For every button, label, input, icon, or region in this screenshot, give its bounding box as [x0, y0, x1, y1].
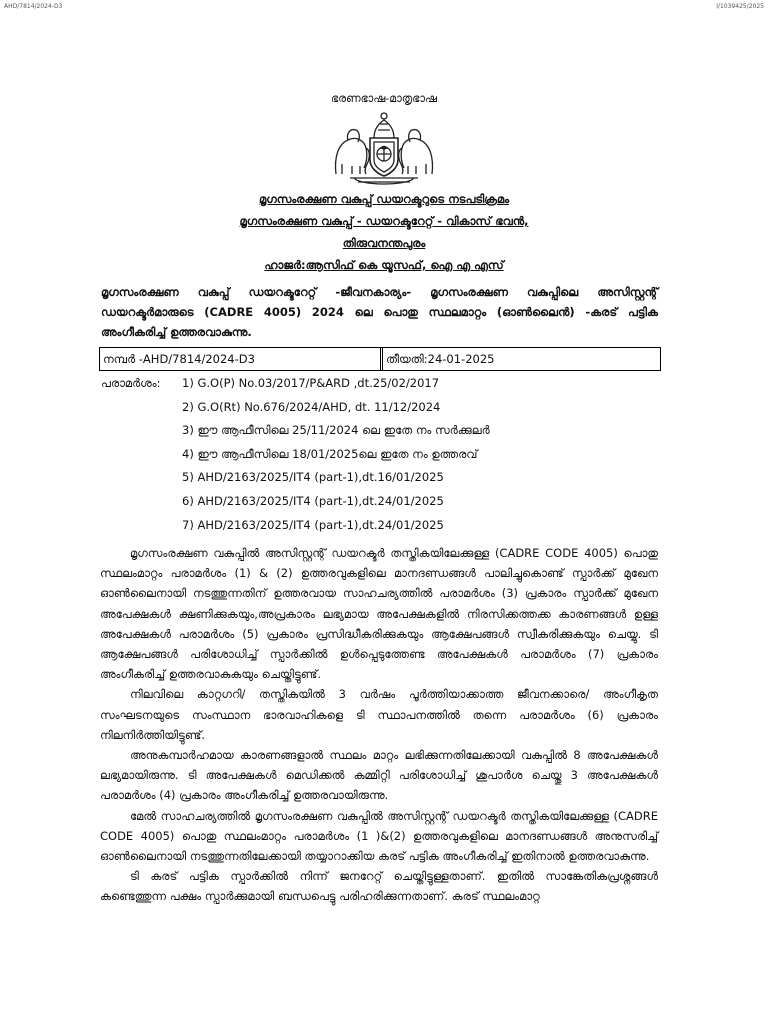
order-body — [100, 543, 658, 907]
paragraph-1: മൃഗസംരക്ഷണ വകുപ്പിൽ അസിസ്റ്റന്റ് ഡയറക്ടർ തസ്തികയിലേക്കുള്ള (CADRE CODE 4005) പൊതു സ്ഥലംമാറ്റം പരാമർശം (1) & (2) ഉത്തരവുകളിലെ മാനദണ്ഡങ്ങൾ പാലിച്ചുകൊണ്ട് സ്പാർക്ക് മുഖേന ഓൺലൈനായി നടത്തുന്നതിന് ഉത്തരവായ സാഹചര്യത്തിൽ പരാമർശം (3) പ്രകാരം സ്പാർക്ക് മുഖേന അപേക്ഷകൾ ക്ഷണിക്കുകയും,അപ്രകാരം ലഭ്യമായ അപേക്ഷകളിൽ നിരസിക്കത്തക്ക കാരണങ്ങൾ ഉള്ള അപേക്ഷകൾ പരാമർശം (5) പ്രകാരം പ്രസിദ്ധീകരിക്കുകയും ആക്ഷേപങ്ങൾ സ്വീകരിക്കുകയും ചെയ്യു. ടി ആക്ഷേപങ്ങൾ പരിശോധിച്ച് സ്പാർക്കിൽ ഉൾപ്പെടുത്തേണ്ട അപേക്ഷകൾ പരാമർശം (7) പ്രകാരം അംഗീകരിച്ച് ഉത്തരവാകുകയും ചെയ്തിട്ടുണ്ട്. — [100, 546, 658, 682]
order-date: തീയതി:24-01-2025 — [382, 348, 660, 370]
title-line-2: മൃഗസംരക്ഷണ വകുപ്പ് - ഡയറക്ടറേറ്റ് - വികാസ് ഭവൻ, — [239, 214, 529, 228]
title-line-3: തിരുവനന്തപുരം — [342, 236, 426, 250]
reference-item: 6) AHD/2163/2025/IT4 (part-1),dt.24/01/2025 — [182, 493, 444, 508]
reference-item: 5) AHD/2163/2025/IT4 (part-1),dt.16/01/2025 — [182, 470, 444, 485]
header-left-reference: AHD/7814/2024-D3 — [4, 3, 63, 10]
references-list — [182, 376, 490, 541]
reference-item: 7) AHD/2163/2025/IT4 (part-1),dt.24/01/2025 — [182, 517, 444, 532]
paragraph-2: നിലവിലെ കാറ്റഗറി/ തസ്തികയിൽ 3 വർഷം പൂർത്തിയാക്കാത്ത ജീവനക്കാരെ/ അംഗീകൃത സംഘടനയുടെ സംസ്ഥാന ഭാരവാഹികളെ ടി സ്ഥാപനത്തിൽ തന്നെ പരാമർശം (6) പ്രകാരം നിലനിർത്തിയിട്ടുണ്ട്. — [100, 687, 658, 742]
reference-item: 3) ഈ ആഫീസിലെ 25/11/2024 ലെ ഇതേ നം സർക്കുലർ — [182, 423, 490, 438]
references-label: പരാമർശം: — [101, 376, 161, 390]
kerala-state-emblem-icon — [330, 108, 438, 188]
reference-item: 4) ഈ ആഫീസിലെ 18/01/2025ലെ ഇതേ നം ഉത്തരവ് — [182, 446, 478, 461]
title-line-1: മൃഗസംരക്ഷണ വകുപ്പ് ഡയറക്ടറുടെ നടപടിക്രമം — [258, 192, 510, 206]
order-number-date-box — [99, 347, 661, 371]
title-line-4: ഹാജർ:ആസിഫ് കെ യൂസഫ്, ഐ എ എസ് — [264, 258, 504, 272]
paragraph-5: ടി കരട് പട്ടിക സ്പാർക്കിൽ നിന്ന് ജനറേറ്റ് ചെയ്തിട്ടുള്ളതാണ്. ഇതിൽ സാങ്കേതികപ്രശ്നങ്ങൾ കണ്ടെത്തുന്ന പക്ഷം സ്പാർക്കുമായി ബന്ധപെട്ടു പരിഹരിക്കുന്നതാണ്. കരട് സ്ഥലംമാറ്റ — [100, 869, 658, 904]
paragraph-4: മേൽ സാഹചര്യത്തിൽ മൃഗസംരക്ഷണ വകുപ്പിൽ അസിസ്റ്റന്റ് ഡയറക്ടർ തസ്തികയിലേക്കുള്ള (CADRE CODE 4005) പൊതു സ്ഥലംമാറ്റം പരാമർശം (1 )&(2) ഉത്തരവുകളിലെ മാനദണ്ഡങ്ങൾ അനുസരിച്ച് ഓൺലൈനായി നടത്തുന്നതിലേക്കായി തയ്യാറാക്കിയ കരട് പട്ടിക അംഗീകരിച്ച് ഇതിനാൽ ഉത്തരവാകുന്നു. — [100, 808, 658, 864]
order-number: നമ്പർ -AHD/7814/2024-D3 — [100, 348, 381, 370]
header-right-reference: I/1039425/2025 — [716, 3, 764, 10]
reference-item: 2) G.O(Rt) No.676/2024/AHD, dt. 11/12/2024 — [182, 399, 441, 414]
reference-item: 1) G.O(P) No.03/2017/P&ARD ,dt.25/02/2017 — [182, 376, 440, 390]
language-line: ഭരണഭാഷ-മാതൃഭാഷ — [331, 92, 437, 105]
paragraph-3: അനുകമ്പാർഹമായ കാരണങ്ങളാൽ സ്ഥലം മാറ്റം ലഭിക്കുന്നതിലേക്കായി വകുപ്പിൽ 8 അപേക്ഷകൾ ലഭ്യമായിരുന്നു. ടി അപേക്ഷകൾ മെഡിക്കൽ കമ്മിറ്റി പരിശോധിച്ച് ശുപാർശ ചെയ്തു 3 അപേക്ഷകൾ പരാമർശം (4) പ്രകാരം അംഗീകരിച്ച് ഉത്തരവായിരുന്നു. — [100, 748, 658, 803]
subject: മൃഗസംരക്ഷണ വകുപ്പ് ഡയറക്ടറേറ്റ് -ജീവനകാര്യം- മൃഗസംരക്ഷണ വകുപ്പിലെ അസിസ്റ്റന്റ് ഡയറക്ടർമാരുടെ (CADRE 4005) 2024 ലെ പൊതു സ്ഥലമാറ്റം (ഓൺലൈൻ) -കരട് പട്ടിക അംഗീകരിച്ച് ഉത്തരവാകുന്നു. — [101, 285, 658, 339]
